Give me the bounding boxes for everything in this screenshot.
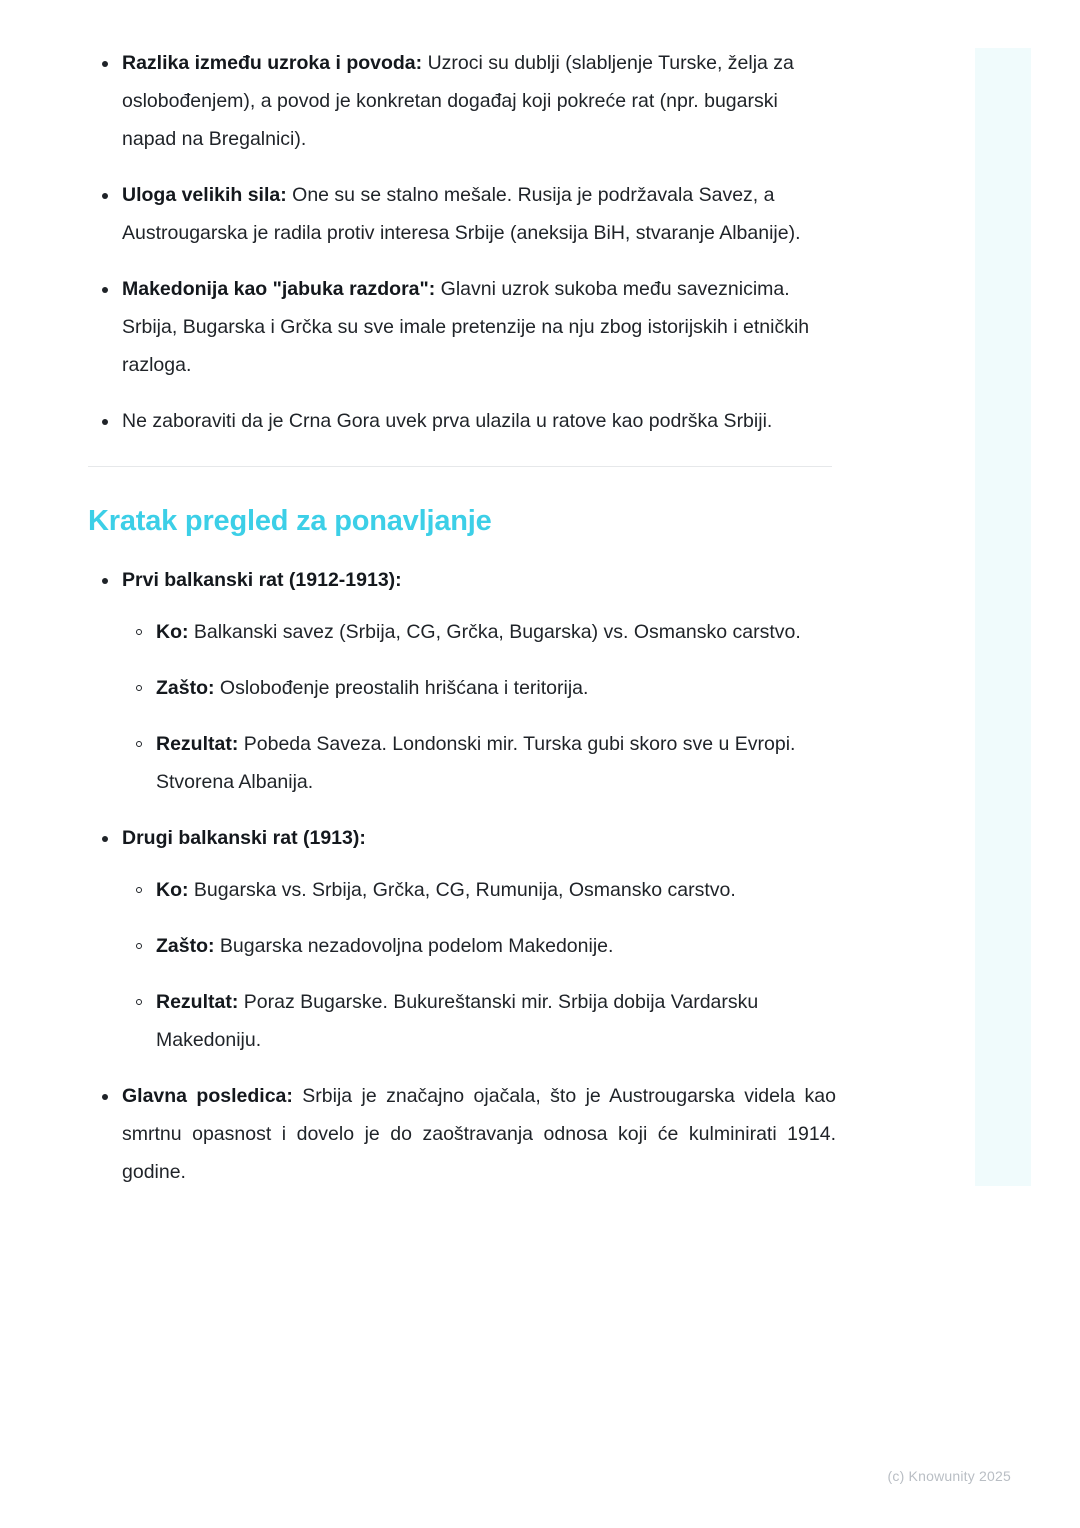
- list-item: [122, 871, 836, 909]
- sub-body: Pobeda Saveza. Londonski mir. Turska gubi skoro sve u Evropi. Stvorena Albanija.: [156, 733, 796, 793]
- list-item-first-war: [88, 561, 836, 801]
- consequence-lead-in: Glavna posledica:: [122, 1085, 293, 1107]
- second-war-sublist: [122, 871, 836, 1059]
- note-body: Glavni uzrok sukoba među saveznicima. Srbija, Bugarska i Grčka su sve imale pretenzije na nju zbog istorijskih i etničkih razloga.: [122, 278, 810, 376]
- note-lead-in: Razlika između uzroka i povoda:: [122, 52, 423, 74]
- sub-lead-in: Rezultat:: [156, 733, 239, 755]
- side-panel: [975, 48, 1031, 1186]
- summary-list: [88, 561, 836, 1191]
- top-notes-list: [88, 44, 836, 440]
- sub-lead-in: Zašto:: [156, 935, 215, 957]
- list-item: [122, 983, 836, 1059]
- list-item: [122, 613, 836, 651]
- list-item: [122, 927, 836, 965]
- sub-lead-in: Rezultat:: [156, 991, 239, 1013]
- sub-lead-in: Ko:: [156, 879, 189, 901]
- list-item: [88, 176, 836, 252]
- note-body: One su se stalno mešale. Rusija je podržavala Savez, a Austrougarska je radila protiv interesa Srbije (aneksija BiH, stvaranje Albanije).: [122, 184, 801, 244]
- first-war-sublist: [122, 613, 836, 801]
- list-item-consequence: [88, 1077, 836, 1191]
- note-lead-in: Uloga velikih sila:: [122, 184, 287, 206]
- note-lead-in: Makedonija kao "jabuka razdora":: [122, 278, 436, 300]
- list-item: [122, 669, 836, 707]
- list-item-second-war: [88, 819, 836, 1059]
- section-divider: [88, 466, 832, 467]
- list-item: [122, 725, 836, 801]
- sub-lead-in: Ko:: [156, 621, 189, 643]
- footer-copyright: (c) Knowunity 2025: [887, 1468, 1011, 1484]
- first-war-title: Prvi balkanski rat (1912-1913):: [122, 569, 402, 591]
- list-item: [88, 402, 836, 440]
- list-item: [88, 270, 836, 384]
- sub-body: Bugarska vs. Srbija, Grčka, CG, Rumunija, Osmansko carstvo.: [188, 879, 736, 901]
- list-item: [88, 44, 836, 158]
- note-body: Uzroci su dublji (slabljenje Turske, želja za oslobođenjem), a povod je konkretan događaj koji pokreće rat (npr. bugarski napad na Bregalnici).: [122, 52, 794, 150]
- sub-body: Balkanski savez (Srbija, CG, Grčka, Bugarska) vs. Osmansko carstvo.: [188, 621, 801, 643]
- consequence-body: Srbija je značajno ojačala, što je Austrougarska videla kao smrtnu opasnost i dovelo je do zaoštravanja odnosa koji će kulminirati 1914. godine.: [122, 1085, 836, 1183]
- sub-body: Poraz Bugarske. Bukureštanski mir. Srbija dobija Vardarsku Makedoniju.: [156, 991, 759, 1051]
- note-body: Ne zaboraviti da je Crna Gora uvek prva ulazila u ratove kao podrška Srbiji.: [122, 410, 773, 432]
- sub-body: Oslobođenje preostalih hrišćana i teritorija.: [214, 677, 589, 699]
- sub-body: Bugarska nezadovoljna podelom Makedonije.: [214, 935, 614, 957]
- document-content: [88, 44, 836, 1209]
- second-war-title: Drugi balkanski rat (1913):: [122, 827, 366, 849]
- sub-lead-in: Zašto:: [156, 677, 215, 699]
- page-title: Kratak pregled za ponavljanje: [88, 505, 492, 537]
